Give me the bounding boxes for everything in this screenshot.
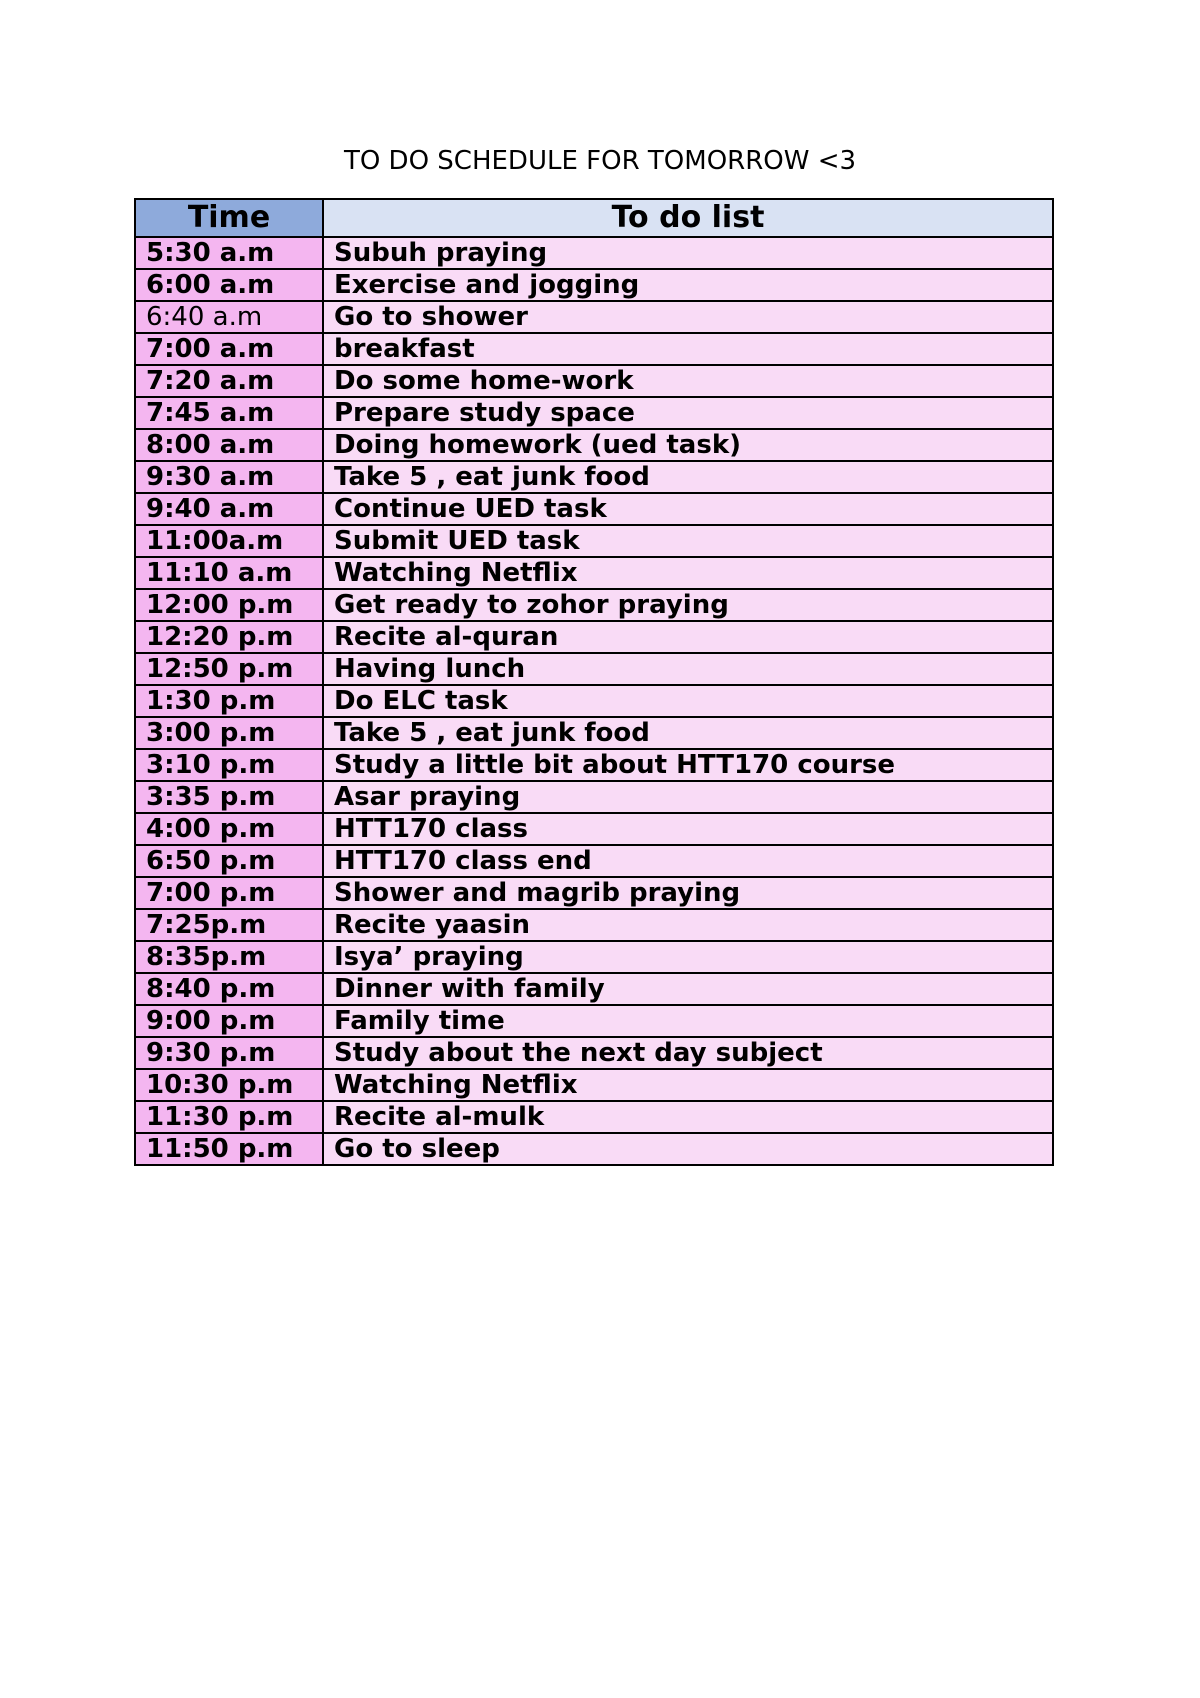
table-row [135,429,1053,461]
task-cell: Study a little bit about HTT170 course [323,749,1053,781]
task-cell: Study about the next day subject [323,1037,1053,1069]
task-cell: Subuh praying [323,237,1053,269]
task-cell: Do some home-work [323,365,1053,397]
table-row [135,877,1053,909]
table-row [135,493,1053,525]
task-cell: Dinner with family [323,973,1053,1005]
table-row [135,461,1053,493]
task-cell: breakfast [323,333,1053,365]
time-cell: 5:30 a.m [135,237,323,269]
time-cell: 11:00a.m [135,525,323,557]
time-cell: 6:40 a.m [135,301,323,333]
table-row [135,909,1053,941]
task-cell: Shower and magrib praying [323,877,1053,909]
table-row [135,621,1053,653]
table-row [135,845,1053,877]
table-row [135,1037,1053,1069]
time-cell: 7:20 a.m [135,365,323,397]
time-cell: 9:30 p.m [135,1037,323,1069]
time-cell: 9:40 a.m [135,493,323,525]
time-cell: 6:50 p.m [135,845,323,877]
task-cell: Having lunch [323,653,1053,685]
time-cell: 6:00 a.m [135,269,323,301]
table-row [135,941,1053,973]
task-cell: Recite al-quran [323,621,1053,653]
table-row [135,685,1053,717]
time-cell: 8:35p.m [135,941,323,973]
table-row [135,397,1053,429]
task-cell: Do ELC task [323,685,1053,717]
time-cell: 3:10 p.m [135,749,323,781]
table-row [135,749,1053,781]
schedule-table [134,198,1054,1166]
time-cell: 9:30 a.m [135,461,323,493]
table-row [135,301,1053,333]
table-row [135,1101,1053,1133]
header-time: Time [135,199,323,237]
time-cell: 4:00 p.m [135,813,323,845]
table-row [135,717,1053,749]
time-cell: 11:10 a.m [135,557,323,589]
table-row [135,589,1053,621]
table-row [135,781,1053,813]
task-cell: Take 5 , eat junk food [323,717,1053,749]
time-cell: 7:00 p.m [135,877,323,909]
task-cell: Submit UED task [323,525,1053,557]
time-cell: 3:00 p.m [135,717,323,749]
time-cell: 10:30 p.m [135,1069,323,1101]
time-cell: 11:30 p.m [135,1101,323,1133]
time-cell: 3:35 p.m [135,781,323,813]
time-cell: 9:00 p.m [135,1005,323,1037]
table-row [135,333,1053,365]
task-cell: Watching Netflix [323,1069,1053,1101]
table-row [135,237,1053,269]
time-cell: 7:25p.m [135,909,323,941]
time-cell: 8:40 p.m [135,973,323,1005]
task-cell: HTT170 class [323,813,1053,845]
table-row [135,813,1053,845]
table-row [135,269,1053,301]
task-cell: Exercise and jogging [323,269,1053,301]
schedule-body [135,237,1053,1165]
table-row [135,1005,1053,1037]
table-row [135,557,1053,589]
task-cell: Asar praying [323,781,1053,813]
task-cell: HTT170 class end [323,845,1053,877]
task-cell: Get ready to zohor praying [323,589,1053,621]
table-row [135,653,1053,685]
task-cell: Continue UED task [323,493,1053,525]
time-cell: 12:50 p.m [135,653,323,685]
task-cell: Recite al-mulk [323,1101,1053,1133]
time-cell: 7:00 a.m [135,333,323,365]
time-cell: 7:45 a.m [135,397,323,429]
task-cell: Recite yaasin [323,909,1053,941]
task-cell: Doing homework (ued task) [323,429,1053,461]
table-row [135,1133,1053,1165]
task-cell: Take 5 , eat junk food [323,461,1053,493]
header-todo: To do list [323,199,1053,237]
table-row [135,365,1053,397]
task-cell: Go to shower [323,301,1053,333]
task-cell: Prepare study space [323,397,1053,429]
task-cell: Family time [323,1005,1053,1037]
time-cell: 8:00 a.m [135,429,323,461]
task-cell: Isya’ praying [323,941,1053,973]
time-cell: 1:30 p.m [135,685,323,717]
task-cell: Go to sleep [323,1133,1053,1165]
time-cell: 12:00 p.m [135,589,323,621]
table-header-row [135,199,1053,237]
task-cell: Watching Netflix [323,557,1053,589]
table-row [135,973,1053,1005]
table-row [135,525,1053,557]
time-cell: 11:50 p.m [135,1133,323,1165]
table-row [135,1069,1053,1101]
page-title: TO DO SCHEDULE FOR TOMORROW <3 [343,146,857,176]
time-cell: 12:20 p.m [135,621,323,653]
